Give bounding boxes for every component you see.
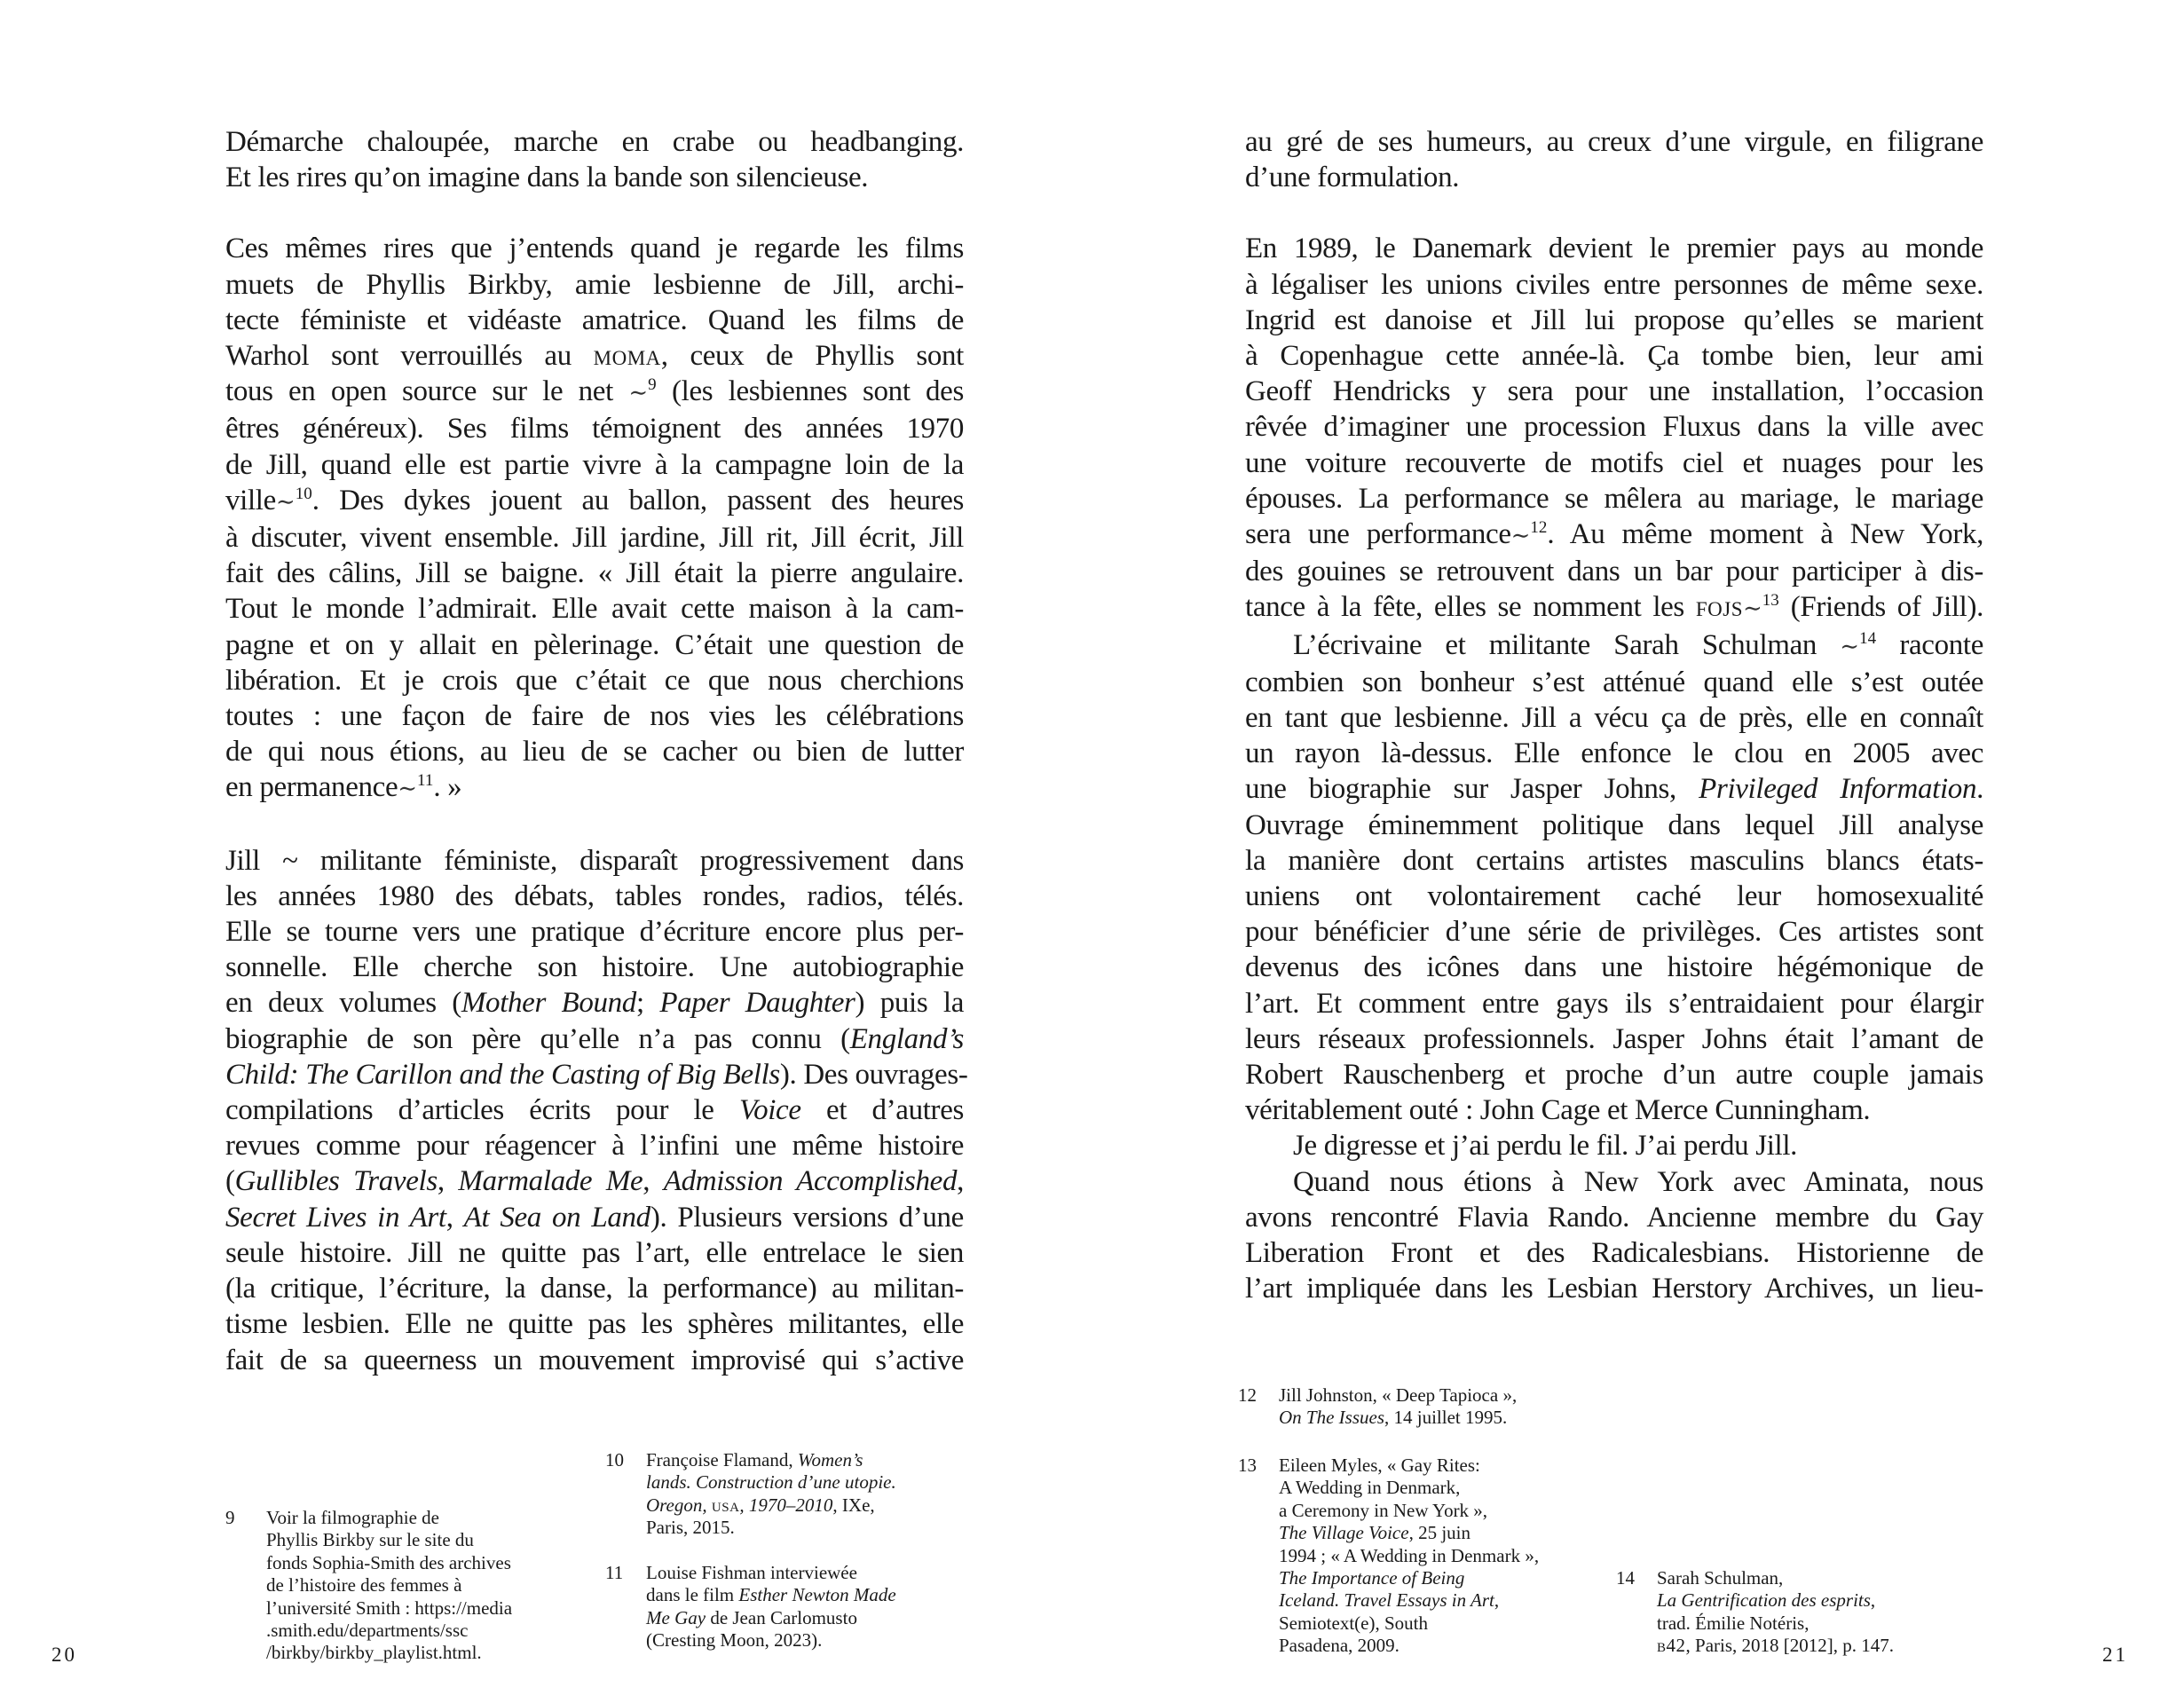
text-line: épouses. La performance se mêlera au mariage, le mariage bbox=[1245, 482, 1983, 515]
paragraph bbox=[1245, 1128, 1983, 1163]
footnote-tilde-icon: ∼ bbox=[275, 488, 296, 515]
text-line: fait de sa queerness un mouvement improvisé qui s’active bbox=[225, 1344, 964, 1376]
text-line: fait des câlins, Jill se baigne. « Jill était la pierre angulaire. bbox=[225, 557, 964, 590]
text-line: Jill ~ militante féministe, disparaît progressivement dans bbox=[225, 844, 964, 877]
page-number: 20 bbox=[51, 1644, 77, 1666]
text-line: en deux volumes (Mother Bound; Paper Daughter) puis la bbox=[225, 987, 964, 1020]
text-line: muets de Phyllis Birkby, amie lesbienne de Jill, archi- bbox=[225, 268, 964, 301]
paragraph bbox=[1245, 1164, 1983, 1307]
text-line: l’art impliquée dans les Lesbian Herstory Archives, un lieu- bbox=[1245, 1273, 1983, 1305]
text-line: Ingrid est danoise et Jill lui propose qu’elles se marient bbox=[1245, 304, 1983, 336]
text-line: les années 1980 des débats, tables rondes, radios, télés. bbox=[225, 879, 964, 912]
paragraph bbox=[1245, 231, 1983, 627]
text-line: Ces mêmes rires que j’entends quand je regarde les films bbox=[225, 233, 964, 265]
left-page: Démarche chaloupée, marche en crabe ou headbanging. Et les rires qu’on imagine dans la bande son silencieuse. Ces mêmes rires que j’entends quand je regarde les films muets de Phyllis Birkby, amie lesbienne de Jill, archi- tecte féministe et vidéaste amatrice. Quand les films de Warhol sont verrouillés au moma, ceux de Phyllis sont tous en open source sur le net ∼$^9$ (les lesbiennes sont des êtres généreux). Ses films témoignent des années 1970 de Jill, quand elle est partie vivre à la campagne loin de la ville∼$^{10}$. Des dykes jouent au ballon, passent des heures à discuter, vivent ensemble. Jill jardine, Jill rit, Jill écrit, Jill fait des câlins, Jill se baigne. « Jill était la pierre angulaire. Tout le monde l’admirait. Elle avait cette maison à la cam- pagne et on y allait en pèlerinage. C’était une question de libération. Et je crois que c’était ce que nous cherchions toutes : une façon de faire de nos vies les célébrations de qui nous étions, au lieu de se cacher ou bien de lutter en permanence∼$^{11}$. » Jill ~ militante féministe, disparaît progressivement dans les années 1980 des débats, tables rondes, radios, télés. Elle se tourne vers une pratique d’écriture encore plus per- sonnelle. Elle cherche son histoire. Une autobiographie en deux volumes (Mother Bound; Paper Daughter) puis la biographie de son père qu’elle n’a pas connu (England’s Child: The Carillon and the Casting of Big Bells). Des ouvrages- compilations d’articles écrits pour le Voice et d’autres revues comme pour réagencer à l’infini une même histoire (Gullibles Travels, Marmalade Me, Admission Accomplished, Secret Lives in Art, At Sea on Land). Plusieurs versions d’une seule histoire. Jill ne quitte pas l’art, elle entrelace le sien (la critique, l’écriture, la danse, la performance) au militan- tisme lesbien. Elle ne quitte pas les sphères militantes, elle fait de sa queerness un mouvement improvisé qui s’active 9 Voir la filmographie de Phyllis Birkby sur le site du fonds Sophia-Smith des archives de l’histoire des femmes à l’université Smith : https://media .smith.edu/departments/ssc /birkby/birkby_playlist.html. 10 Françoise Flamand, Women’s lands. Construction d’une utopie. Oregon, usa, 1970–2010, IXe, Paris, 2015. 11 Louise Fishman interviewée dans le film Esther Newton Made Me Gay de Jean Carlomusto (Cresting Moon, 2023). 20 bbox=[51, 126, 968, 1666]
book-title: Privileged Information bbox=[1699, 773, 1977, 806]
text-line: Secret Lives in Art, At Sea on Land). Plusieurs versions d’une bbox=[225, 1201, 964, 1234]
footnote-link[interactable]: l’université Smith : https://media bbox=[266, 1597, 513, 1619]
text-line: combien son bonheur s’est atténué quand elle s’est outée bbox=[1245, 666, 1983, 698]
text-line: sera une performance∼$^{12}$. Au même moment à New York, bbox=[1245, 518, 1984, 551]
footnote-tilde-icon: ∼ bbox=[1743, 595, 1762, 622]
footnote-ref-10[interactable]: 10 bbox=[295, 484, 312, 503]
right-body-text bbox=[1245, 124, 1983, 1307]
text-line: tous en open source sur le net ∼$^9$ (les lesbiennes sont des bbox=[225, 375, 964, 408]
book-title: England’s bbox=[849, 1022, 964, 1055]
page-number: 21 bbox=[2102, 1644, 2128, 1666]
footnote-link[interactable]: .smith.edu/departments/ssc bbox=[266, 1620, 469, 1642]
text-line: seule histoire. Jill ne quitte pas l’art, elle entrelace le sien bbox=[225, 1236, 964, 1269]
footnote-tilde-icon: ∼ bbox=[628, 380, 649, 406]
book-title: Marmalade Me bbox=[458, 1165, 643, 1198]
text-line: au gré de ses humeurs, au creux d’une virgule, en filigrane bbox=[1245, 126, 1983, 158]
text-line: à légaliser les unions civiles entre personnes de même sexe. bbox=[1245, 268, 1983, 301]
footnote-number: 11 bbox=[605, 1562, 624, 1583]
footnote-tilde-icon: ∼ bbox=[398, 776, 418, 802]
text-line: des gouines se retrouvent dans un bar pour participer à dis- bbox=[1245, 556, 1983, 588]
text-line: tisme lesbien. Elle ne quitte pas les sphères militantes, elle bbox=[225, 1308, 964, 1341]
footnote-ref-14[interactable]: 14 bbox=[1859, 628, 1877, 648]
book-title: Gullibles Travels bbox=[234, 1165, 438, 1198]
text-line: Geoff Hendricks y sera pour une installation, l’occasion bbox=[1245, 375, 1983, 408]
text-line: avons rencontré Flavia Rando. Ancienne membre du Gay bbox=[1245, 1201, 1983, 1234]
right-page: au gré de ses humeurs, au creux d’une virgule, en filigrane d’une formulation. En 1989, le Danemark devient le premier pays au monde à légaliser les unions civiles entre personnes de même sexe. Ingrid est danoise et Jill lui propose qu’elles se marient à Copenhague cette année-là. Ça tombe bien, leur ami Geoff Hendricks y sera pour une installation, l’occasion rêvée d’imaginer une procession Fluxus dans la ville avec une voiture recouverte de motifs ciel et nuages pour les épouses. La performance se mêlera au mariage, le mariage sera une performance∼$^{12}$. Au même moment à New York, des gouines se retrouvent dans un bar pour participer à dis- tance à la fête, elles se nomment les fojs∼$^{13}$ (Friends of Jill). L’écrivaine et militante Sarah Schulman ∼$^{14}$ raconte combien son bonheur s’est atténué quand elle s’est outée en tant que lesbienne. Jill a vécu ça de près, elle en connaît un rayon là-dessus. Elle enfonce le clou en 2005 avec une biographie sur Jasper Johns, Privileged Information. Ouvrage éminemment politique dans lequel Jill analyse la manière dont certains artistes masculins blancs états- uniens ont volontairement caché leur homosexualité pour bénéficier d’une série de privilèges. Ces artistes sont devenus des icônes dans une histoire hégémonique de l’art. Et comment entre gays ils s’entraidaient pour élargir leurs réseaux professionnels. Jasper Johns était l’amant de Robert Rauschenberg et proche d’un autre couple jamais véritablement outé : John Cage et Merce Cunningham. Je digresse et j’ai perdu le fil. J’ai perdu Jill. Quand nous étions à New York avec Aminata, nous avons rencontré Flavia Rando. Ancienne membre du Gay Liberation Front et des Radicalesbians. Historienne de l’art impliquée dans les Lesbian Herstory Archives, un lieu- 12 Jill Johnston, « Deep Tapioca », On The Issues, 14 juillet 1995. 13 Eileen Myles, « Gay Rites: A Wedding in Denmark, a Ceremony in New York », The Village Voice, 25 juin 1994 ; « A Wedding in Denmark », The Importance of Being Iceland. Travel Essays in Art, Semiotext(e), South Pasadena, 2009. 14 Sarah Schulman, La Gentrification des esprits, trad. Émilie Notéris, b42, Paris, 2018 [2012], p. 147. 21 bbox=[1238, 126, 2128, 1666]
text-line: En 1989, le Danemark devient le premier pays au monde bbox=[1245, 233, 1983, 265]
text-line: en tant que lesbienne. Jill a vécu ça de près, elle en connaît bbox=[1245, 702, 1983, 735]
text-line: sonnelle. Elle cherche son histoire. Une autobiographie bbox=[225, 951, 964, 984]
book-title: Paper Daughter bbox=[659, 987, 855, 1020]
text-line: une voiture recouverte de motifs ciel et nuages pour les bbox=[1245, 446, 1983, 479]
text-line: de Jill, quand elle est partie vivre à la campagne loin de la bbox=[225, 448, 964, 481]
text-line: compilations d’articles écrits pour le Voice et d’autres bbox=[225, 1094, 964, 1127]
text-line: leurs réseaux professionnels. Jasper Johns était l’amant de bbox=[1245, 1022, 1983, 1055]
paragraph bbox=[225, 231, 964, 807]
footnote-ref-11[interactable]: 11 bbox=[417, 771, 434, 791]
text-line: L’écrivaine et militante Sarah Schulman ∼$^{14}$ raconte bbox=[1293, 628, 1983, 661]
acronym-fojs: fojs bbox=[1695, 591, 1743, 624]
paragraph bbox=[1245, 627, 1983, 1129]
text-line: tance à la fête, elles se nomment les fojs∼$^{13}$ (Friends of Jill). bbox=[1245, 591, 1983, 624]
text-line: tecte féministe et vidéaste amatrice. Quand les films de bbox=[225, 304, 964, 336]
text-line: un rayon là-dessus. Elle enfonce le clou en 2005 avec bbox=[1245, 737, 1983, 770]
text-line: êtres généreux). Ses films témoignent des années 1970 bbox=[225, 413, 964, 445]
paragraph bbox=[1245, 124, 1983, 195]
text-line: Démarche chaloupée, marche en crabe ou headbanging. bbox=[225, 126, 964, 158]
acronym-moma: moma bbox=[593, 340, 661, 373]
text-line: à Copenhague cette année-là. Ça tombe bien, leur ami bbox=[1245, 340, 1983, 373]
text-line: la manière dont certains artistes masculins blancs états- bbox=[1245, 844, 1983, 877]
text-line: toutes : une façon de faire de nos vies les célébrations bbox=[225, 700, 964, 733]
footnote-number: 13 bbox=[1238, 1455, 1257, 1476]
text-line: Child: The Carillon and the Casting of Big Bells). Des ouvrages- bbox=[225, 1058, 968, 1091]
footnote-number: 12 bbox=[1238, 1384, 1257, 1406]
text-line: véritablement outé : John Cage et Merce Cunningham. bbox=[1245, 1094, 1871, 1127]
text-line: ville∼$^{10}$. Des dykes jouent au ballon, passent des heures bbox=[225, 484, 964, 516]
text-line: (Gullibles Travels, Marmalade Me, Admission Accomplished, bbox=[225, 1165, 964, 1198]
footnote-number: 9 bbox=[225, 1507, 235, 1528]
text-line: uniens ont volontairement caché leur homosexualité bbox=[1245, 880, 1983, 913]
publication-title: Voice bbox=[738, 1094, 801, 1127]
text-line: (la critique, l’écriture, la danse, la performance) au militan- bbox=[225, 1273, 964, 1305]
footnote-link[interactable]: /birkby/birkby_playlist.html. bbox=[266, 1642, 482, 1664]
book-title: At Sea on Land bbox=[463, 1201, 650, 1234]
text-line: pour bénéficier d’une série de privilèges. Ces artistes sont bbox=[1245, 916, 1983, 949]
text-line: de qui nous étions, au lieu de se cacher ou bien de lutter bbox=[225, 736, 964, 769]
text-line: une biographie sur Jasper Johns, Privileged Information. bbox=[1245, 773, 1983, 806]
footnote-ref-12[interactable]: 12 bbox=[1530, 518, 1548, 538]
text-line: Je digresse et j’ai perdu le fil. J’ai perdu Jill. bbox=[1293, 1130, 1798, 1163]
paragraph bbox=[225, 124, 964, 195]
footnote-tilde-icon: ∼ bbox=[1840, 633, 1860, 659]
text-line: à discuter, vivent ensemble. Jill jardine, Jill rit, Jill écrit, Jill bbox=[225, 522, 964, 555]
footnote-ref-9[interactable]: 9 bbox=[648, 375, 657, 395]
book-title: Secret Lives in Art bbox=[225, 1201, 446, 1234]
footnote-ref-13[interactable]: 13 bbox=[1762, 591, 1779, 611]
text-line: en permanence∼$^{11}$. » bbox=[225, 771, 462, 804]
text-line: Robert Rauschenberg et proche d’un autre couple jamais bbox=[1245, 1059, 1983, 1092]
text-line: Warhol sont verrouillés au moma, ceux de Phyllis sont bbox=[225, 340, 964, 373]
left-body-text bbox=[225, 124, 968, 1378]
text-line: libération. Et je crois que c’était ce que nous cherchions bbox=[225, 664, 964, 697]
text-line: rêvée d’imaginer une procession Fluxus dans la ville avec bbox=[1245, 411, 1983, 444]
text-line: Liberation Front et des Radicalesbians. Historienne de bbox=[1245, 1237, 1983, 1270]
footnote-tilde-icon: ∼ bbox=[1510, 523, 1531, 549]
footnote-number: 14 bbox=[1616, 1567, 1635, 1589]
text-line: pagne et on y allait en pèlerinage. C’était une question de bbox=[225, 628, 964, 661]
text-line: revues comme pour réagencer à l’infini une même histoire bbox=[225, 1130, 964, 1163]
book-title: Admission Accomplished bbox=[663, 1165, 958, 1198]
text-line: biographie de son père qu’elle n’a pas connu (England’s bbox=[225, 1022, 964, 1055]
text-line: Elle se tourne vers une pratique d’écriture encore plus per- bbox=[225, 916, 964, 949]
text-line: Et les rires qu’on imagine dans la bande son silencieuse. bbox=[225, 162, 869, 194]
book-title: Child: The Carillon and the Casting of Big Bells bbox=[225, 1058, 780, 1091]
book-title: Mother Bound bbox=[461, 987, 636, 1020]
text-line: devenus des icônes dans une histoire hégémonique de bbox=[1245, 951, 1983, 984]
text-line: Quand nous étions à New York avec Aminata, nous bbox=[1293, 1165, 1983, 1198]
text-line: l’art. Et comment entre gays ils s’entraidaient pour élargir bbox=[1245, 987, 1983, 1020]
text-line: Tout le monde l’admirait. Elle avait cette maison à la cam- bbox=[225, 593, 964, 626]
footnote-number: 10 bbox=[605, 1449, 624, 1470]
text-line: Ouvrage éminemment politique dans lequel Jill analyse bbox=[1245, 808, 1983, 841]
paragraph bbox=[225, 843, 968, 1378]
text-line: d’une formulation. bbox=[1245, 162, 1460, 194]
